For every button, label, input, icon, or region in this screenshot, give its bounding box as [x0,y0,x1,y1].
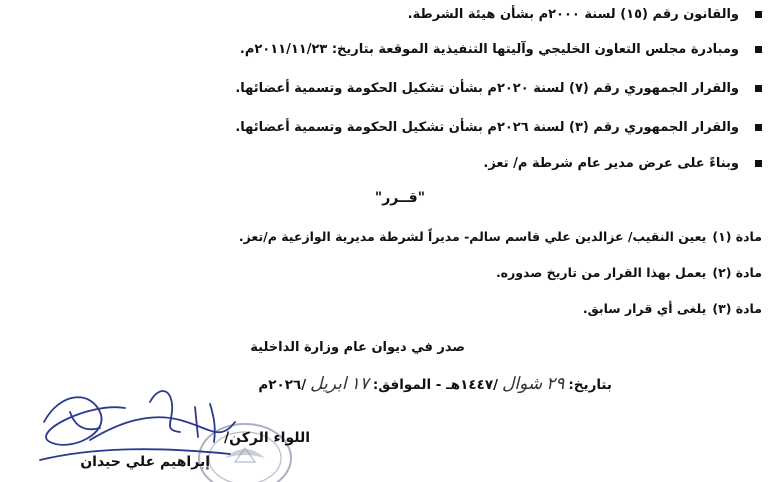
greg-month-handwritten: ابريل [310,374,347,394]
article-text: يلغى أي قرار سابق. [582,300,707,316]
article-label: مادة (١) [712,228,762,244]
bullet-text: ومبادرة مجلس التعاون الخليجي وآليتها التنفيذية الموقعة بتاريخ: ٢٠١١/١١/٢٣م. [239,41,739,57]
greg-day-handwritten: ١٧ [350,374,369,394]
issued-line: صدر في ديوان عام وزارة الداخلية [250,340,465,355]
bullet-text: وبناءً على عرض مدير عام شرطة م/ تعز. [483,155,739,171]
article-label: مادة (٣) [712,300,762,316]
bullet-square-icon [755,46,762,53]
bullet-item [22,38,762,60]
signatory-rank: اللواء الركن/ [224,430,310,446]
greg-rest: /٢٠٢٦م [258,377,307,393]
article-3 [22,298,762,318]
bullet-item [22,77,762,99]
article-text: يعمل بهذا القرار من تاريخ صدوره. [495,264,707,280]
hijri-rest: /١٤٤٧هـ - الموافق: [372,377,498,393]
article-1 [22,226,762,246]
bullet-text: والقرار الجمهوري رقم (٣) لسنة ٢٠٢٦م بشأن تشكيل الحكومة وتسمية أعضائها. [235,119,739,135]
bullet-square-icon [755,85,762,92]
bullet-item [22,152,762,174]
bullet-text: والقانون رقم (١٥) لسنة ٢٠٠٠م بشأن هيئة الشرطة. [407,6,739,22]
bullet-square-icon [755,160,762,167]
article-2 [22,262,762,282]
article-label: مادة (٢) [712,264,762,280]
decision-title: "قــرر" [374,190,425,206]
bullet-square-icon [755,11,762,18]
bullet-text: والقرار الجمهوري رقم (٧) لسنة ٢٠٢٠م بشأن تشكيل الحكومة وتسمية أعضائها. [235,80,739,96]
signatory-name: إبراهيم علي حيدان [80,454,210,470]
date-line [258,374,612,394]
bullet-item [22,3,762,25]
article-text: يعين النقيب/ عزالدين علي قاسم سالم- مديراً لشرطة مديرية الوازعية م/تعز. [238,228,707,244]
bullet-item [22,116,762,138]
date-prefix: بتاريخ: [568,377,612,393]
bullet-square-icon [755,124,762,131]
hijri-day-handwritten: ٢٩ [546,374,565,394]
hijri-month-handwritten: شوال [502,374,543,394]
